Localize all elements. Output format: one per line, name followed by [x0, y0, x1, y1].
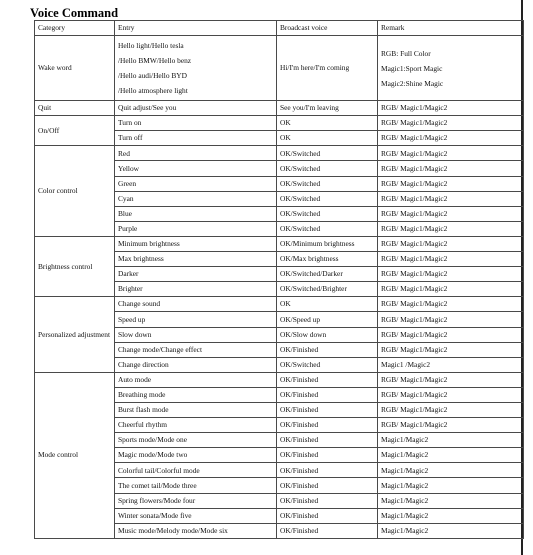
broadcast-cell: OK/Finished	[277, 493, 378, 508]
remark-cell: RGB/ Magic1/Magic2	[378, 116, 524, 131]
table-header-row	[35, 21, 524, 36]
broadcast-cell: OK/Speed up	[277, 312, 378, 327]
remark-cell: RGB/ Magic1/Magic2	[378, 176, 524, 191]
column-header: Category	[35, 21, 115, 36]
remark-cell: RGB/ Magic1/Magic2	[378, 297, 524, 312]
broadcast-cell: OK/Switched/Brighter	[277, 282, 378, 297]
entry-cell: Blue	[115, 206, 277, 221]
entry-cell: Colorful tail/Colorful mode	[115, 463, 277, 478]
document-title: Voice Command	[30, 6, 119, 20]
table-row	[35, 101, 524, 116]
remark-cell: Magic1 /Magic2	[378, 357, 524, 372]
entry-cell: Change direction	[115, 357, 277, 372]
column-header: Broadcast voice	[277, 21, 378, 36]
remark-cell: Magic1/Magic2	[378, 463, 524, 478]
entry-cell: Speed up	[115, 312, 277, 327]
remark-cell: Magic1/Magic2	[378, 433, 524, 448]
remark-cell: RGB/ Magic1/Magic2	[378, 191, 524, 206]
entry-cell: Cyan	[115, 191, 277, 206]
remark-cell: RGB/ Magic1/Magic2	[378, 342, 524, 357]
broadcast-cell: OK/Switched/Darker	[277, 267, 378, 282]
broadcast-cell: OK/Finished	[277, 372, 378, 387]
remark-cell: RGB/ Magic1/Magic2	[378, 387, 524, 402]
category-cell: On/Off	[35, 116, 115, 146]
category-cell: Wake word	[35, 36, 115, 101]
remark-cell: Magic1/Magic2	[378, 493, 524, 508]
entry-cell: The comet tail/Mode three	[115, 478, 277, 493]
entry-cell: Winter sonata/Mode five	[115, 508, 277, 523]
broadcast-cell: OK/Finished	[277, 478, 378, 493]
broadcast-cell: Hi/I'm here/I'm coming	[277, 36, 378, 101]
entry-cell: Burst flash mode	[115, 402, 277, 417]
broadcast-cell: OK/Finished	[277, 342, 378, 357]
remark-line: Magic2:Shine Magic	[381, 78, 444, 88]
category-cell: Personalized adjustment	[35, 297, 115, 372]
broadcast-cell: OK/Finished	[277, 433, 378, 448]
entry-cell: Brighter	[115, 282, 277, 297]
column-header: Entry	[115, 21, 277, 36]
remark-cell: RGB/ Magic1/Magic2	[378, 206, 524, 221]
remark-cell: Magic1/Magic2	[378, 478, 524, 493]
remark-cell: Magic1/Magic2	[378, 523, 524, 538]
remark-cell: Magic1/Magic2	[378, 508, 524, 523]
table-body	[35, 21, 524, 539]
remark-cell: RGB/ Magic1/Magic2	[378, 312, 524, 327]
voice-command-table	[34, 20, 524, 539]
remark-cell: RGB/ Magic1/Magic2	[378, 418, 524, 433]
entry-cell: Quit adjust/See you	[115, 101, 277, 116]
broadcast-cell: OK/Switched	[277, 146, 378, 161]
broadcast-cell: OK/Switched	[277, 221, 378, 236]
broadcast-cell: OK/Switched	[277, 357, 378, 372]
table-row	[35, 372, 524, 387]
entry-cell: Cheerful rhythm	[115, 418, 277, 433]
entry-line: /Hello atmosphere light	[118, 86, 188, 96]
remark-cell: RGB/ Magic1/Magic2	[378, 372, 524, 387]
broadcast-cell: OK/Finished	[277, 418, 378, 433]
remark-cell: RGB/ Magic1/Magic2	[378, 236, 524, 251]
broadcast-cell: OK/Finished	[277, 523, 378, 538]
remark-cell: RGB/ Magic1/Magic2	[378, 101, 524, 116]
entry-cell: Green	[115, 176, 277, 191]
category-cell: Brightness control	[35, 236, 115, 296]
entry-cell: Red	[115, 146, 277, 161]
entry-cell	[115, 36, 277, 101]
entry-cell: Breathing mode	[115, 387, 277, 402]
table-row	[35, 297, 524, 312]
broadcast-cell: OK/Switched	[277, 191, 378, 206]
broadcast-cell: OK	[277, 297, 378, 312]
remark-cell: RGB/ Magic1/Magic2	[378, 282, 524, 297]
remark-cell: RGB/ Magic1/Magic2	[378, 131, 524, 146]
entry-cell: Sports mode/Mode one	[115, 433, 277, 448]
broadcast-cell: OK/Finished	[277, 463, 378, 478]
broadcast-cell: OK/Switched	[277, 206, 378, 221]
table-row-wake-word	[35, 36, 524, 101]
entry-cell: Purple	[115, 221, 277, 236]
entry-cell: Change mode/Change effect	[115, 342, 277, 357]
category-cell: Color control	[35, 146, 115, 237]
broadcast-cell: OK/Slow down	[277, 327, 378, 342]
table-row	[35, 116, 524, 131]
broadcast-cell: OK/Finished	[277, 387, 378, 402]
remark-cell: RGB/ Magic1/Magic2	[378, 327, 524, 342]
remark-cell	[378, 36, 524, 101]
entry-cell: Spring flowers/Mode four	[115, 493, 277, 508]
category-cell: Quit	[35, 101, 115, 116]
entry-cell: Turn off	[115, 131, 277, 146]
remark-cell: RGB/ Magic1/Magic2	[378, 252, 524, 267]
entry-cell: Slow down	[115, 327, 277, 342]
broadcast-cell: OK/Minimum brightness	[277, 236, 378, 251]
column-header: Remark	[378, 21, 524, 36]
remark-cell: Magic1/Magic2	[378, 448, 524, 463]
entry-cell: Max brightness	[115, 252, 277, 267]
entry-line: /Hello BMW/Hello benz	[118, 56, 192, 66]
remark-cell: RGB/ Magic1/Magic2	[378, 161, 524, 176]
remark-line: RGB: Full Color	[381, 48, 431, 58]
entry-cell: Minimum brightness	[115, 236, 277, 251]
broadcast-cell: OK/Finished	[277, 448, 378, 463]
category-cell: Mode control	[35, 372, 115, 538]
broadcast-cell: OK	[277, 116, 378, 131]
broadcast-cell: OK/Max brightness	[277, 252, 378, 267]
entry-cell: Change sound	[115, 297, 277, 312]
table-row	[35, 236, 524, 251]
remark-line: Magic1:Sport Magic	[381, 63, 443, 73]
entry-cell: Music mode/Melody mode/Mode six	[115, 523, 277, 538]
broadcast-cell: OK/Finished	[277, 508, 378, 523]
broadcast-cell: See you/I'm leaving	[277, 101, 378, 116]
entry-line: Hello light/Hello tesla	[118, 41, 184, 51]
remark-cell: RGB/ Magic1/Magic2	[378, 146, 524, 161]
broadcast-cell: OK	[277, 131, 378, 146]
remark-cell: RGB/ Magic1/Magic2	[378, 402, 524, 417]
broadcast-cell: OK/Switched	[277, 161, 378, 176]
entry-cell: Turn on	[115, 116, 277, 131]
entry-line: /Hello audi/Hello BYD	[118, 71, 187, 81]
entry-cell: Yellow	[115, 161, 277, 176]
remark-cell: RGB/ Magic1/Magic2	[378, 267, 524, 282]
entry-cell: Darker	[115, 267, 277, 282]
entry-cell: Auto mode	[115, 372, 277, 387]
entry-cell: Magic mode/Mode two	[115, 448, 277, 463]
broadcast-cell: OK/Finished	[277, 402, 378, 417]
remark-cell: RGB/ Magic1/Magic2	[378, 221, 524, 236]
table-row	[35, 146, 524, 161]
broadcast-cell: OK/Switched	[277, 176, 378, 191]
